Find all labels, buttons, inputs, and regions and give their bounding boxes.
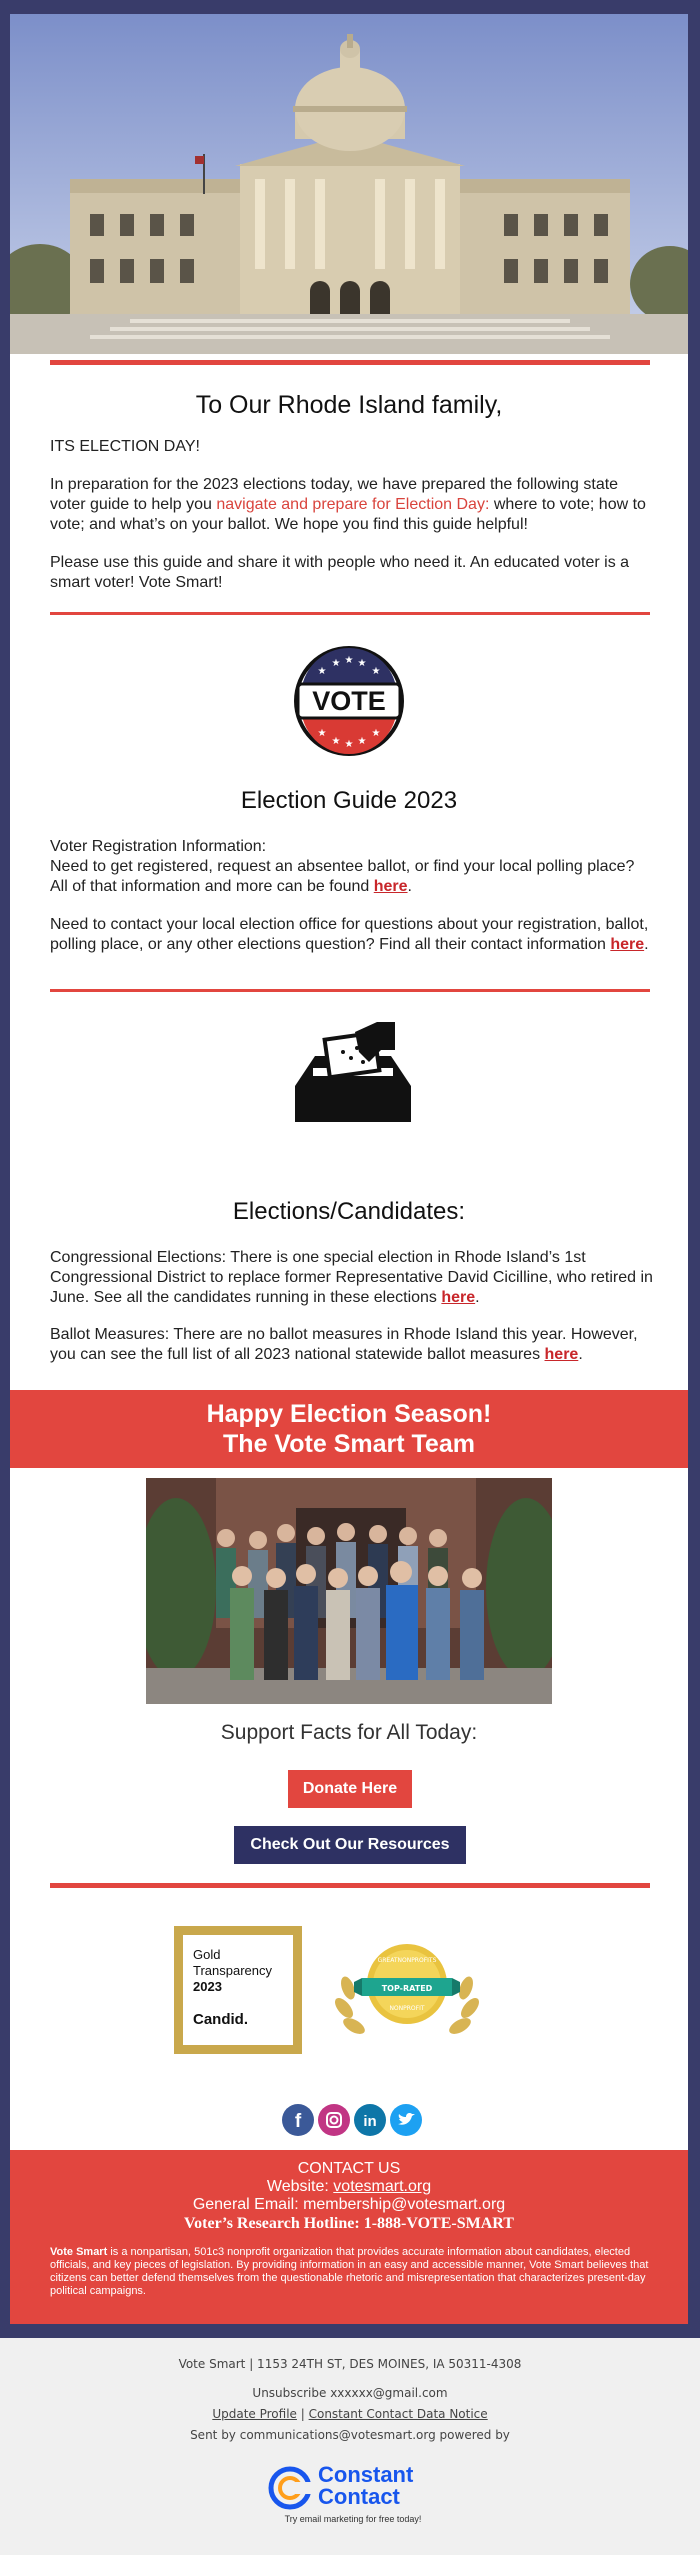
candidates-here-link[interactable]: here	[441, 1289, 476, 1306]
linkedin-icon[interactable]	[354, 2104, 386, 2136]
banner-line-1: Happy Election Season!	[206, 1400, 492, 1428]
email-card	[10, 14, 688, 2324]
footer-links: Update Profile | Constant Contact Data Notice	[212, 2407, 488, 2421]
update-profile-link[interactable]: Update Profile	[212, 2407, 297, 2421]
election-day-text: ITS ELECTION DAY!	[50, 438, 200, 455]
constant-contact-logo-icon	[268, 2466, 312, 2510]
registration-paragraph: Need to get registered, request an absentee ballot, or find your local polling place? All of that information and more can be found here.	[50, 858, 635, 895]
ballot-measures-here-link[interactable]: here	[544, 1346, 579, 1363]
svg-text:★: ★	[371, 728, 381, 739]
svg-text:★: ★	[331, 658, 341, 669]
congressional-paragraph: Congressional Elections: There is one special election in Rhode Island’s 1st Congressional District to replace former Representative David Cicilline, who retired in June. See all the candidates running in these elections here.	[50, 1249, 653, 1306]
svg-text:★: ★	[317, 728, 327, 739]
hotline-line: Voter’s Research Hotline: 1-888-VOTE-SMART	[184, 2215, 514, 2232]
election-office-here-link[interactable]: here	[610, 936, 645, 953]
statehouse-photo	[10, 14, 688, 354]
team-photo	[146, 1478, 552, 1704]
election-office-paragraph: Need to contact your local election office for questions about your registration, ballot, polling place, or any other elections question? Find all their contact information here.	[50, 916, 649, 953]
about-vote-smart: Vote Smart is a nonpartisan, 501c3 nonprofit organization that provides accurate information about candidates, elected officials, and key pieces of legislation. By providing information in an easy and accessible manner, Vote Smart believes that citizens can better defend themselves from the questionable rhetoric and misrepresentation that characterizes present-day political campaigns.	[50, 2246, 649, 2297]
greeting-title: To Our Rhode Island family,	[195, 391, 503, 419]
footer-address: Vote Smart | 1153 24TH ST, DES MOINES, IA 50311-4308	[178, 2357, 522, 2371]
svg-text:★: ★	[344, 739, 354, 750]
cc-tagline: Try email marketing for free today!	[284, 2514, 422, 2524]
elections-title: Elections/Candidates:	[232, 1198, 466, 1225]
svg-text:GREATNONPROFITS: GREATNONPROFITS	[377, 1957, 437, 1964]
svg-text:NONPROFIT: NONPROFIT	[389, 2005, 425, 2012]
donate-button[interactable]: Donate Here	[288, 1770, 412, 1808]
registration-here-link[interactable]: here	[373, 878, 408, 895]
svg-text:in: in	[363, 2113, 377, 2130]
footer-sent-by: Sent by communications@votesmart.org powered by	[190, 2428, 510, 2442]
twitter-icon[interactable]	[390, 2104, 422, 2136]
svg-text:★: ★	[357, 658, 367, 669]
contact-section	[10, 2150, 688, 2324]
website-link[interactable]: votesmart.org	[333, 2178, 432, 2195]
svg-text:★: ★	[317, 666, 327, 677]
svg-text:f: f	[294, 2111, 302, 2132]
email-line: General Email: membership@votesmart.org	[192, 2196, 506, 2213]
instagram-icon[interactable]	[318, 2104, 350, 2136]
navigate-link[interactable]: navigate and prepare for Election Day:	[216, 496, 490, 513]
svg-text:★: ★	[357, 736, 367, 747]
contact-heading: CONTACT US	[297, 2160, 401, 2177]
ballot-box-icon	[285, 1022, 421, 1122]
divider	[50, 612, 650, 615]
ballot-measures-paragraph: Ballot Measures: There are no ballot measures in Rhode Island this year. However, you can see the full list of all 2023 national statewide ballot measures here.	[50, 1326, 638, 1363]
greeting-banner	[10, 1390, 688, 1468]
registration-heading: Voter Registration Information:	[50, 838, 267, 855]
data-notice-link[interactable]: Constant Contact Data Notice	[308, 2407, 488, 2421]
divider	[50, 1883, 650, 1888]
vote-badge-text: VOTE	[312, 686, 386, 716]
svg-text:★: ★	[371, 666, 381, 677]
vote-badge-icon	[292, 644, 406, 758]
guide-title: Election Guide 2023	[240, 787, 458, 814]
facebook-icon[interactable]	[282, 2104, 314, 2136]
resources-button[interactable]: Check Out Our Resources	[234, 1826, 466, 1864]
constant-contact-logo[interactable]: Constant Contact Try email marketing for free today!	[268, 2462, 438, 2528]
banner-line-2: The Vote Smart Team	[223, 1430, 475, 1458]
divider	[50, 989, 650, 992]
website-line: Website: votesmart.org	[266, 2178, 432, 2195]
greatnonprofits-top-rated-badge	[332, 1938, 482, 2050]
support-title: Support Facts for All Today:	[220, 1721, 478, 1744]
svg-text:TOP-RATED: TOP-RATED	[381, 1984, 433, 1993]
svg-text:★: ★	[331, 736, 341, 747]
footer-unsubscribe[interactable]: Unsubscribe xxxxxx@gmail.com	[252, 2386, 448, 2400]
share-paragraph: Please use this guide and share it with people who need it. An educated voter is a smart voter! Vote Smart!	[50, 554, 630, 591]
svg-text:★: ★	[344, 655, 354, 666]
intro-paragraph: In preparation for the 2023 elections today, we have prepared the following state voter guide to help you navigate and prepare for Election Day: where to vote; how to vote; and what’s on your ballot. We hope you find this guide helpful!	[50, 476, 646, 533]
social-icons-row	[272, 2104, 432, 2136]
divider	[50, 360, 650, 365]
candid-gold-seal: Gold Transparency 2023 Candid.	[174, 1926, 302, 2054]
